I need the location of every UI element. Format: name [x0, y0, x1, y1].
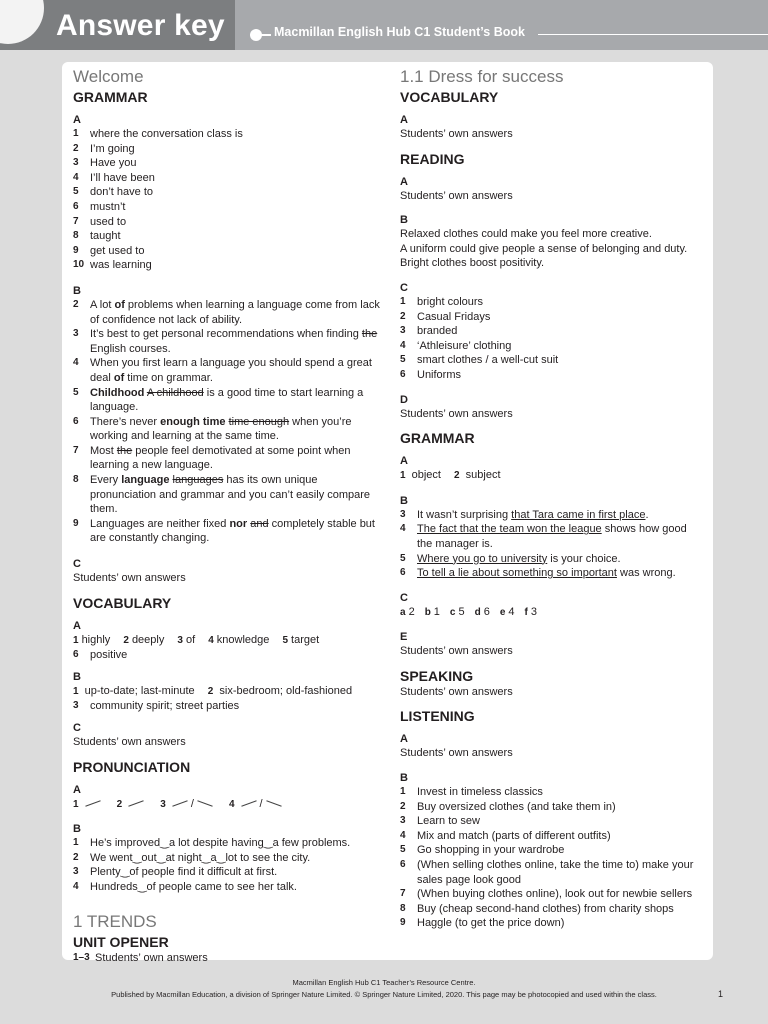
exercise-label: D — [400, 393, 408, 406]
item-number: 2 — [400, 310, 406, 322]
list-item: 1–3 Students’ own answers — [73, 951, 208, 964]
falling-arrow-icon — [197, 800, 212, 806]
section-vocabulary: VOCABULARY — [73, 594, 172, 611]
item-number: 1 — [400, 295, 406, 307]
item-text: Buy (cheap second-hand clothes) from charity shops — [417, 902, 674, 915]
answer-text: Students’ own answers — [400, 128, 513, 140]
answer-text: Students’ own answers — [400, 685, 513, 698]
rising-arrow-icon — [241, 800, 256, 806]
answer-row: 1 up-to-date; last-minute 2 six-bedroom; old-fashioned — [73, 684, 353, 697]
match-value: 1 — [433, 605, 440, 618]
item-text: Mix and match (parts of different outfits) — [417, 829, 611, 842]
answer-text: six-bedroom; old-fashioned — [219, 684, 353, 697]
item-number: 4 — [400, 829, 406, 841]
exercise-label: A — [73, 783, 81, 796]
item-text: used to — [90, 215, 127, 228]
unit-title-dress: 1.1 Dress for success — [400, 67, 564, 86]
rising-arrow-icon — [172, 800, 187, 806]
list-item — [400, 887, 705, 902]
item-text: (When buying clothes online), look out for newbie sellers — [417, 888, 693, 901]
list-item — [73, 244, 383, 259]
exercise-label: A — [400, 455, 408, 468]
list-item — [73, 229, 383, 244]
item-number: 7 — [400, 888, 406, 900]
list-item: 6 positive — [73, 649, 128, 662]
item-text: taught — [90, 230, 121, 243]
footer — [0, 977, 768, 1001]
item-text: Plenty‿of people find it difficult at first. — [90, 866, 278, 879]
item-number: 3 — [73, 866, 79, 878]
list-item — [400, 368, 705, 383]
list-item — [73, 156, 383, 171]
list-item — [73, 851, 383, 866]
item-number: 8 — [400, 902, 406, 914]
section-grammar: GRAMMAR — [73, 89, 148, 105]
item-text: Casual Fridays — [417, 310, 491, 323]
item-number: 9 — [73, 244, 79, 256]
section-grammar: GRAMMAR — [400, 430, 475, 447]
item-text: Hundreds‿of people came to see her talk. — [90, 880, 297, 893]
list-item — [73, 142, 383, 157]
answer-list — [400, 785, 705, 931]
answer-text: Students’ own answers — [400, 747, 513, 760]
section-unit-opener: UNIT OPENER — [73, 933, 169, 950]
exercise-label: B — [400, 772, 408, 785]
exercise-label: C — [400, 591, 408, 604]
footer-line-1: Macmillan English Hub C1 Teacher’s Resource Centre. — [292, 978, 476, 987]
answer-text: up-to-date; last-minute — [84, 684, 195, 697]
exercise-label: A — [400, 175, 408, 188]
answer-text: object — [411, 469, 441, 482]
answer-text: of — [185, 633, 196, 646]
item-number: 8 — [73, 230, 79, 242]
answer-text: Students’ own answers — [400, 189, 513, 202]
answer-list — [73, 836, 383, 894]
list-item: 4 When you first learn a language you should spend a great deal of time on grammar. — [73, 357, 372, 384]
item-text: ‘Athleisure’ clothing — [417, 339, 512, 352]
item-text: (When selling clothes online, take the time to) make your sales page look good — [417, 859, 694, 886]
exercise-label: C — [73, 558, 81, 571]
item-number: 3 — [400, 325, 406, 337]
item-text: branded — [417, 325, 458, 338]
match-value: 6 — [483, 605, 490, 618]
exercise-label: A — [73, 619, 81, 632]
item-number: 10 — [73, 259, 85, 271]
exercise-label: B — [73, 823, 81, 836]
section-reading: READING — [400, 150, 465, 167]
list-item — [73, 171, 383, 186]
item-text: bright colours — [417, 295, 484, 308]
rising-arrow-icon — [128, 800, 143, 806]
answer-text: Students’ own answers — [400, 645, 513, 658]
right-column — [400, 66, 705, 931]
item-number: 6 — [400, 859, 406, 871]
answer-card — [62, 62, 713, 964]
list-item — [73, 258, 383, 273]
list-item — [400, 324, 705, 339]
match-key: e — [499, 606, 506, 618]
intonation-row: 1 2 3 / 4 / — [73, 797, 383, 813]
item-number: 1 — [400, 786, 406, 798]
answer-text: knowledge — [216, 633, 270, 646]
list-item — [400, 858, 705, 887]
list-item — [400, 916, 705, 931]
page-number: 1 — [718, 989, 724, 999]
list-item: 4 The fact that the team won the league shows how good the manager is. — [400, 523, 687, 550]
unit-title-welcome: Welcome — [73, 67, 144, 86]
answer-text: Students’ own answers — [400, 407, 513, 420]
item-number: 2 — [73, 851, 79, 863]
book-title — [250, 25, 525, 39]
answer-row — [400, 605, 705, 621]
item-text: mustn’t — [90, 200, 126, 213]
exercise-label: B — [400, 494, 408, 507]
answer-text: target — [291, 633, 320, 646]
exercise-label: A — [400, 733, 408, 746]
item-number: 5 — [73, 186, 79, 198]
list-item: 7 Most the people feel demotivated at some point when learning a new language. — [73, 444, 351, 472]
item-number: 5 — [400, 844, 406, 856]
page-title: Answer key — [56, 9, 225, 42]
list-item: 5 Childhood A childhood is a good time to start learning a language. — [73, 386, 364, 414]
header-rule — [538, 34, 768, 35]
item-number: 2 — [400, 800, 406, 812]
item-text: He’s improved‿a lot despite having‿a few problems. — [90, 837, 351, 850]
match-key: f — [524, 606, 528, 618]
answer-text: subject — [465, 469, 501, 482]
item-number: 7 — [73, 215, 79, 227]
item-text: Haggle (to get the price down) — [417, 917, 565, 930]
exercise-label: A — [73, 114, 81, 126]
list-item — [73, 127, 383, 142]
match-value: 2 — [408, 605, 415, 618]
exercise-label: B — [73, 670, 81, 683]
header-circle-decoration — [0, 0, 44, 44]
item-text: get used to — [90, 244, 145, 257]
list-item — [400, 814, 705, 829]
exercise-label: C — [73, 722, 81, 734]
item-text: Buy oversized clothes (and take them in) — [417, 800, 616, 813]
answer-text: Bright clothes boost positivity. — [400, 257, 545, 270]
exercise-label: C — [400, 281, 408, 294]
item-number: 9 — [400, 917, 406, 929]
list-item: 3 community spirit; street parties — [73, 700, 240, 713]
answer-list — [400, 295, 705, 383]
list-item — [73, 215, 383, 230]
falling-arrow-icon — [266, 800, 281, 806]
item-number: 2 — [73, 142, 79, 154]
list-item: 6 There’s never enough time time enough when you’re working and learning at the same time. — [73, 415, 352, 443]
item-number: 1 — [73, 837, 79, 849]
exercise-label: A — [400, 114, 408, 126]
header-title-block — [0, 0, 235, 50]
exercise-label: E — [400, 631, 408, 644]
left-column — [73, 66, 383, 965]
list-item: 6 To tell a lie about something so important was wrong. — [400, 567, 676, 580]
item-text: We went‿out‿at night‿a‿lot to see the city. — [90, 851, 311, 864]
item-number: 6 — [73, 200, 79, 212]
list-item — [400, 353, 705, 368]
exercise-label: B — [73, 284, 81, 297]
exercise-label: B — [400, 214, 408, 227]
list-item: 5 Where you go to university is your choice. — [400, 552, 621, 565]
answer-row: 1 highly 2 deeply 3 of 4 knowledge 5 target — [73, 633, 320, 646]
match-value: 3 — [530, 605, 537, 618]
item-text: Invest in timeless classics — [417, 786, 543, 799]
rising-arrow-icon — [85, 800, 100, 806]
item-number: 3 — [73, 157, 79, 169]
match-key: a — [400, 606, 406, 618]
list-item — [400, 829, 705, 844]
list-item: 8 Every language languages has its own unique pronunciation and grammar and you can’t easily compare them. — [73, 474, 371, 516]
answer-row: 1 object 2 subject — [400, 469, 501, 482]
list-item: 2 A lot of problems when learning a language come from lack of confidence not lack of ability. — [73, 298, 380, 326]
answer-text: Relaxed clothes could make you feel more creative. — [400, 228, 652, 241]
list-item: 3 It’s best to get personal recommendations when finding the English courses. — [73, 328, 378, 355]
item-text: don’t have to — [90, 186, 153, 199]
item-number: 3 — [400, 815, 406, 827]
list-item — [400, 310, 705, 325]
unit-title-trends: 1 TRENDS — [73, 911, 157, 931]
answer-text: highly — [81, 633, 111, 646]
item-text: Go shopping in your wardrobe — [417, 844, 565, 857]
section-listening: LISTENING — [400, 708, 475, 725]
list-item — [400, 800, 705, 815]
list-item — [400, 902, 705, 917]
item-text: Uniforms — [417, 368, 462, 381]
item-text: where the conversation class is — [90, 128, 243, 140]
item-text: was learning — [90, 259, 152, 272]
item-text: I’m going — [90, 142, 135, 155]
list-item — [400, 295, 705, 310]
list-item — [73, 836, 383, 851]
section-pronunciation: PRONUNCIATION — [73, 758, 191, 775]
answer-text: Students’ own answers — [73, 572, 186, 585]
item-text: smart clothes / a well-cut suit — [417, 354, 559, 367]
item-number: 4 — [400, 339, 406, 351]
list-item — [73, 185, 383, 200]
page-header — [0, 0, 768, 50]
book-title-text: Macmillan English Hub C1 Student’s Book — [274, 25, 525, 39]
answer-list — [73, 127, 383, 273]
answer-text: Students’ own answers — [73, 736, 186, 748]
list-item — [73, 200, 383, 215]
item-number: 6 — [400, 368, 406, 380]
match-key: c — [449, 606, 456, 618]
item-number: 4 — [73, 171, 79, 183]
answer-text: deeply — [131, 633, 165, 646]
section-vocabulary: VOCABULARY — [400, 89, 499, 105]
list-item — [400, 843, 705, 858]
answer-text: A uniform could give people a sense of belonging and duty. — [400, 242, 688, 255]
footer-line-2: Published by Macmillan Education, a division of Springer Nature Limited. © Springer Nature Limited, 2020. This page may be photocopied and used within the class. — [111, 990, 657, 999]
match-value: 5 — [458, 605, 465, 618]
item-number: 5 — [400, 354, 406, 366]
match-value: 4 — [508, 605, 515, 618]
item-text: I’ll have been — [90, 171, 155, 184]
item-text: Learn to sew — [417, 815, 480, 828]
list-item: 9 Languages are neither fixed nor and completely stable but are constantly changing. — [73, 517, 375, 545]
item-text: Have you — [90, 157, 137, 170]
list-item: 3 It wasn’t surprising that Tara came in first place. — [400, 508, 649, 521]
list-item — [73, 865, 383, 880]
list-item — [400, 339, 705, 354]
section-speaking: SPEAKING — [400, 667, 474, 684]
item-number: 4 — [73, 880, 79, 892]
match-key: b — [424, 606, 431, 618]
list-item — [73, 880, 383, 895]
match-key: d — [474, 606, 481, 618]
list-item — [400, 785, 705, 800]
item-number: 1 — [73, 128, 79, 139]
